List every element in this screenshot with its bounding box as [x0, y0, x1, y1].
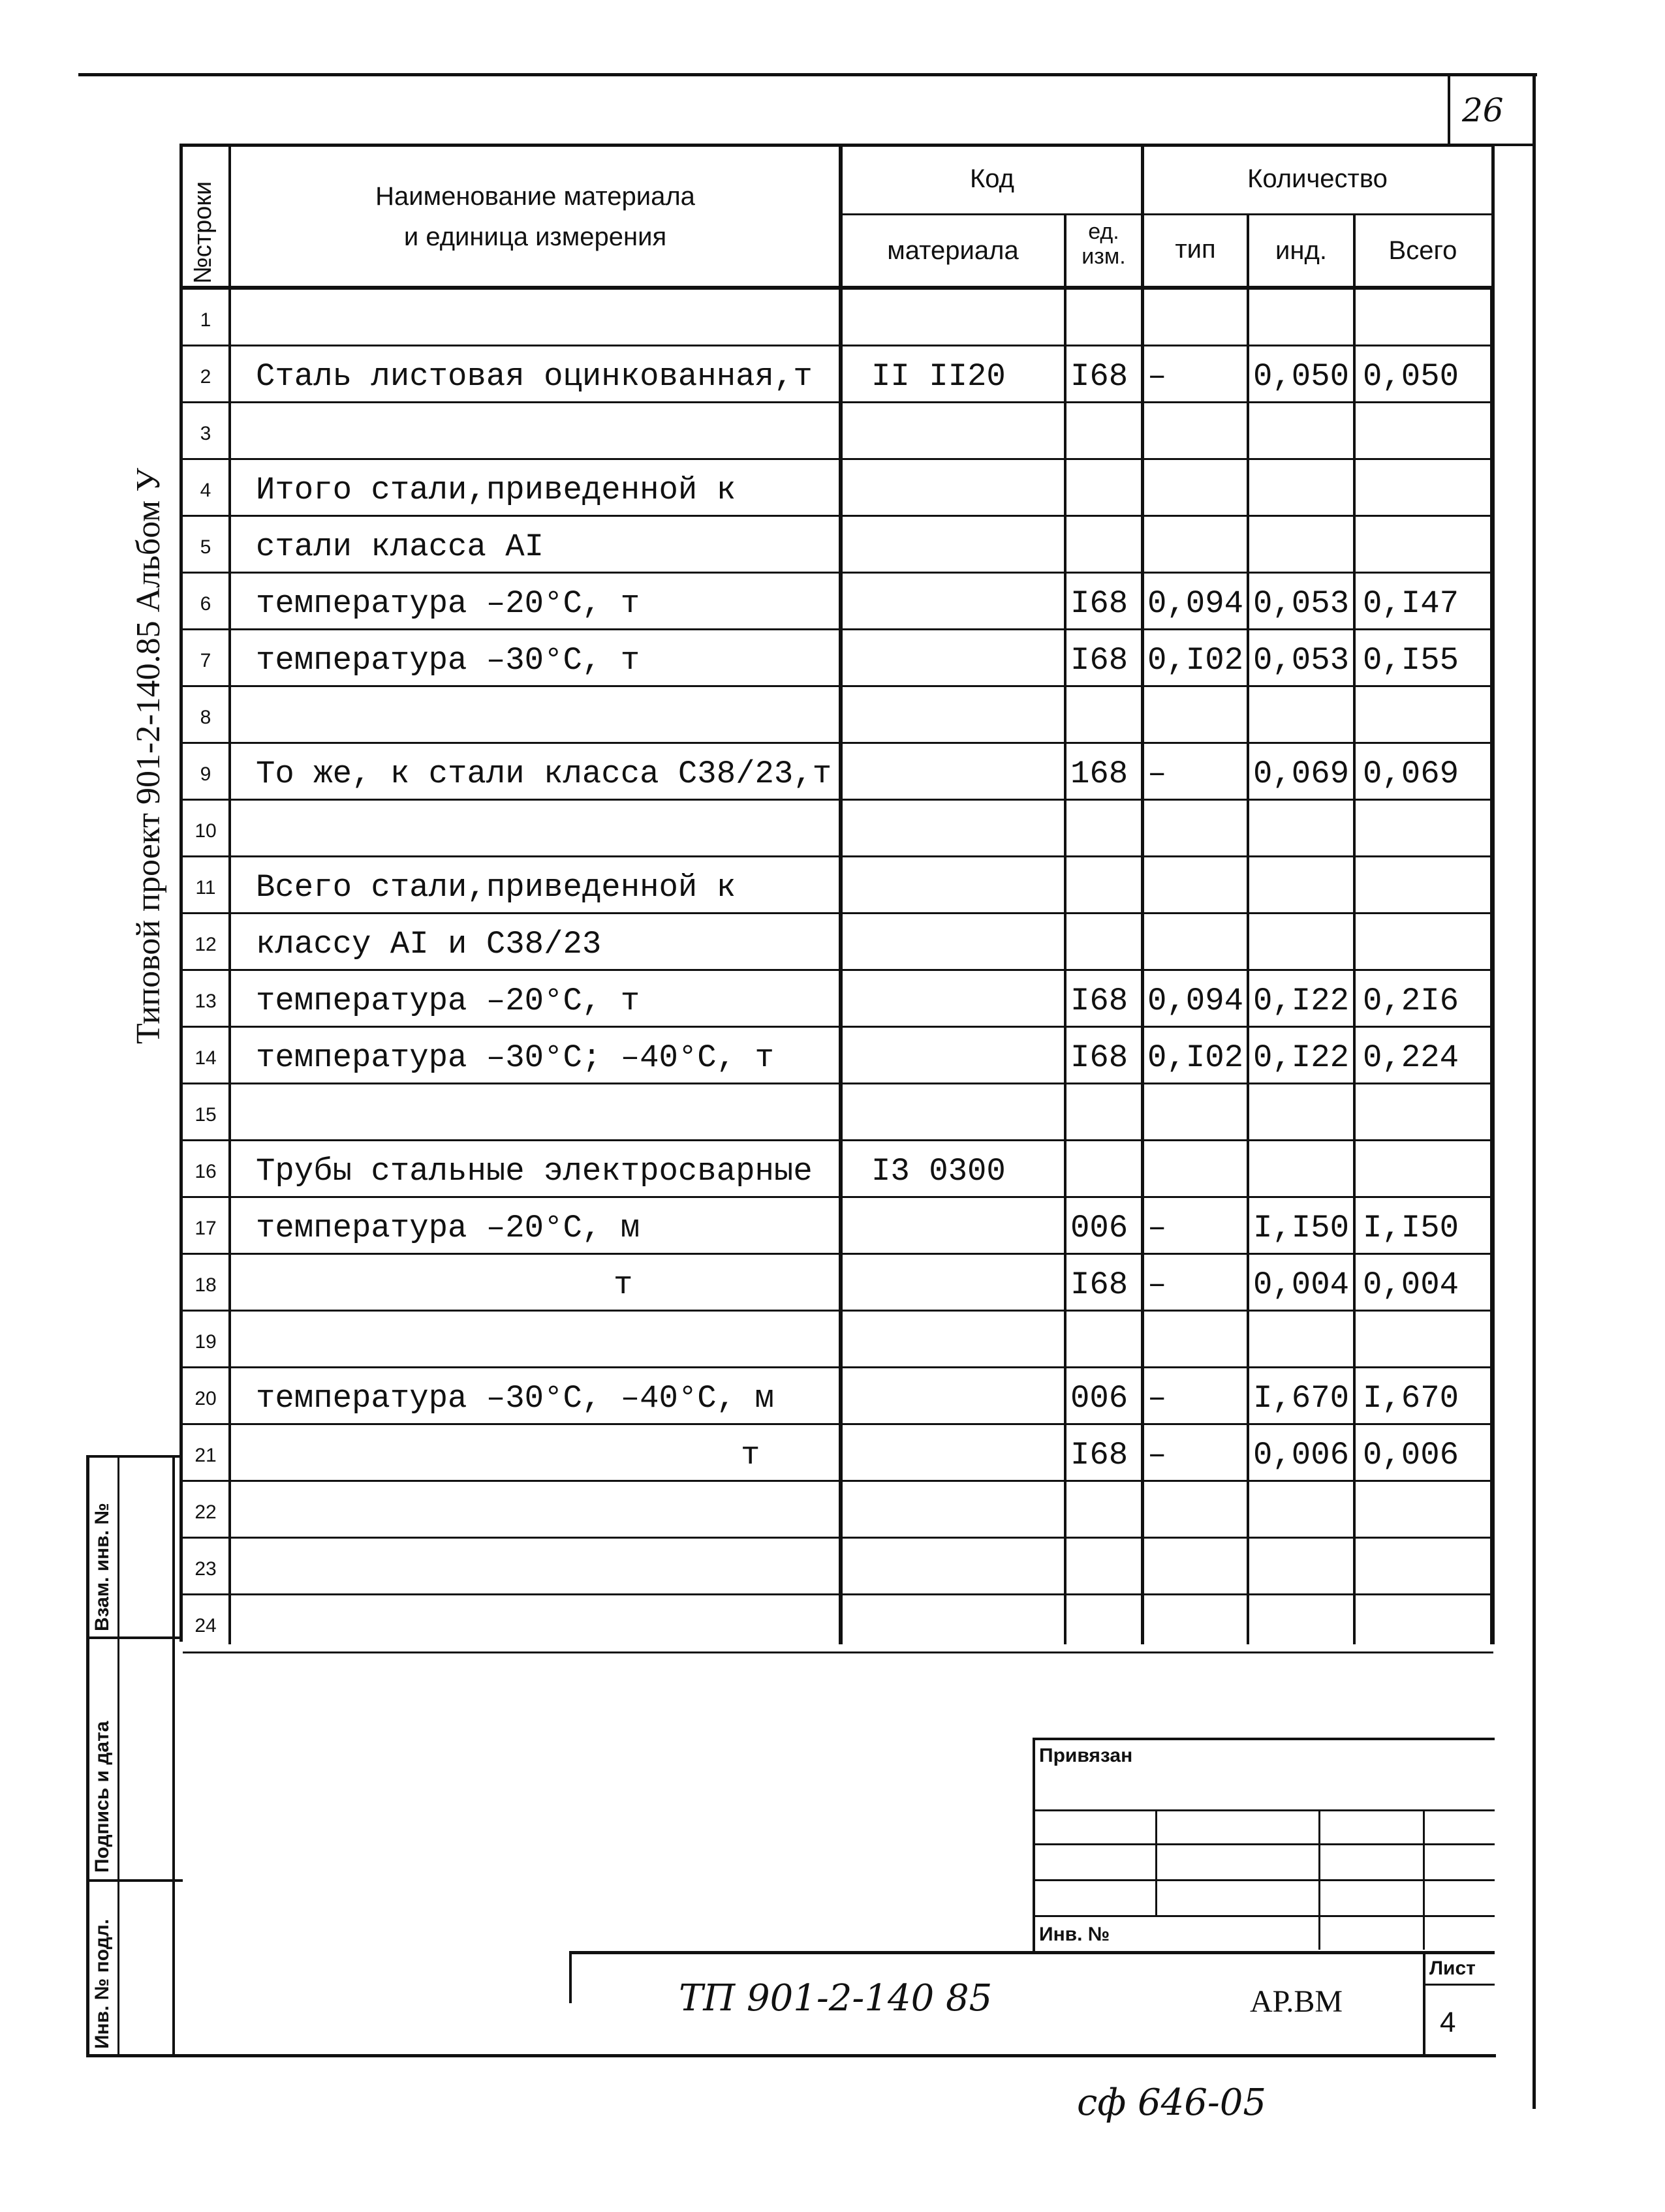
row-rule: [183, 1423, 1493, 1425]
row-ind: I,I50: [1253, 1210, 1350, 1246]
page-number-box-left: [1448, 73, 1450, 145]
row-number: 6: [200, 593, 211, 615]
row-number: 2: [200, 366, 211, 388]
row-unit: I68: [1070, 585, 1128, 622]
row-number: 7: [200, 650, 211, 671]
row-name: температура –20°С, т: [256, 983, 640, 1019]
left-stamp-sep2: [86, 1879, 183, 1882]
left-stamp-bottom: [86, 2054, 1496, 2057]
row-type: 0,094: [1147, 585, 1244, 622]
left-stamp-sep1: [86, 1636, 183, 1639]
header-code-unit: ед. изм.: [1081, 219, 1126, 269]
row-type: –: [1147, 1210, 1167, 1246]
table-top: [179, 144, 1495, 147]
row-ind: 0,004: [1253, 1267, 1350, 1303]
sheet-box-left: [1423, 1951, 1425, 2055]
doc-section: АР.ВМ: [1250, 1984, 1343, 2019]
left-stamp-top: [86, 1455, 183, 1458]
row-unit: 006: [1070, 1210, 1128, 1246]
row-type: 0,I02: [1147, 642, 1244, 679]
privyazan-left: [1033, 1738, 1035, 1953]
row-unit: I68: [1070, 1437, 1128, 1473]
row-rule: [183, 1196, 1493, 1198]
inv-podl-label: Инв. № подл.: [91, 1918, 113, 2049]
row-name: Итого стали,приведенной к: [256, 472, 736, 508]
sheet-box-sep: [1423, 1984, 1495, 1986]
row-rule: [183, 1366, 1493, 1368]
row-total: I,670: [1363, 1380, 1459, 1417]
row-rule: [183, 1310, 1493, 1312]
row-number: 17: [195, 1218, 217, 1239]
row-name: температура –30°С; –40°С, т: [256, 1039, 774, 1076]
row-ind: 0,053: [1253, 585, 1350, 622]
row-number: 4: [200, 480, 211, 501]
page-number: 26: [1462, 91, 1504, 129]
row-rule: [183, 628, 1493, 630]
header-code-material: материала: [887, 236, 1019, 265]
grid-rule-2: [1033, 1843, 1495, 1845]
row-unit: I68: [1070, 358, 1128, 395]
row-rule: [183, 1026, 1493, 1028]
privyazan-label: Привязан: [1039, 1745, 1133, 1766]
row-number: 11: [195, 877, 216, 899]
row-name: Трубы стальные электросварные: [256, 1153, 813, 1190]
row-rule: [183, 1083, 1493, 1084]
header-code: Код: [969, 164, 1014, 193]
row-ind: 0,006: [1253, 1437, 1350, 1473]
header-name: [235, 176, 835, 257]
project-title-text: Типовой проект 901-2-140.85 Альбом У: [130, 467, 167, 1044]
row-name: То же, к стали класса С38/23,т: [256, 756, 832, 792]
row-number: 9: [200, 763, 211, 785]
row-number: 16: [195, 1161, 217, 1182]
header-subrule: [841, 213, 1495, 215]
right-border: [1533, 73, 1536, 2109]
vzam-inv-label: Взам. инв. №: [91, 1503, 113, 1631]
row-number: 3: [200, 423, 211, 444]
row-number: 21: [195, 1445, 217, 1466]
left-stamp-outer-left: [86, 1455, 89, 2055]
header-qty-total: Всего: [1388, 236, 1457, 265]
row-ind: 0,069: [1253, 756, 1350, 792]
row-type: –: [1147, 1380, 1167, 1417]
grid-rule-1: [1033, 1809, 1495, 1811]
row-number: 1: [200, 309, 211, 331]
row-number: 10: [195, 820, 217, 842]
row-type: –: [1147, 1267, 1167, 1303]
row-number: 8: [200, 707, 211, 728]
row-rule: [183, 458, 1493, 460]
doc-code: ТП 901-2-140 85: [679, 1977, 993, 2020]
col-line-no: [228, 144, 231, 1644]
row-rule: [183, 855, 1493, 857]
row-number: 13: [195, 991, 217, 1012]
sheet-number: 4: [1440, 2006, 1456, 2038]
row-rule: [183, 799, 1493, 801]
row-total: 0,I47: [1363, 585, 1459, 622]
col-line-total: [1490, 290, 1493, 1644]
row-ind: 0,I22: [1253, 983, 1350, 1019]
row-number: 5: [200, 536, 211, 558]
header-bottom: [179, 286, 1495, 290]
col-line-material: [1064, 214, 1066, 1644]
col-line-ind: [1353, 214, 1356, 1644]
row-number: 20: [195, 1388, 217, 1409]
row-total: I,I50: [1363, 1210, 1459, 1246]
row-rule: [183, 742, 1493, 744]
header-quantity: Количество: [1247, 164, 1388, 193]
row-number: 23: [195, 1558, 217, 1580]
row-code: I3 0300: [871, 1153, 1006, 1190]
row-number: 15: [195, 1104, 217, 1126]
row-type: 0,094: [1147, 983, 1244, 1019]
left-stamp-inner: [117, 1455, 119, 2055]
row-name: температура –20°С, т: [256, 585, 640, 622]
row-name: Всего стали,приведенной к: [256, 869, 736, 906]
row-rule: [183, 1139, 1493, 1141]
row-rule: [183, 1480, 1493, 1482]
row-ind: 0,053: [1253, 642, 1350, 679]
header-qty-ind: инд.: [1275, 236, 1327, 265]
row-rule: [183, 572, 1493, 574]
row-unit: 006: [1070, 1380, 1128, 1417]
row-number: 12: [195, 934, 217, 955]
row-rule: [183, 1253, 1493, 1255]
podpis-data-label: Подпись и дата: [91, 1721, 113, 1873]
row-unit: I68: [1070, 642, 1128, 679]
doc-block-top: [569, 1951, 1495, 1954]
col-line-type: [1247, 214, 1249, 1644]
row-ind: 0,I22: [1253, 1039, 1350, 1076]
row-unit: I68: [1070, 1267, 1128, 1303]
row-unit: 168: [1070, 756, 1128, 792]
row-type: –: [1147, 1437, 1167, 1473]
row-number: 18: [195, 1274, 217, 1296]
sheet-label: Лист: [1429, 1958, 1476, 1979]
row-number: 14: [195, 1047, 217, 1069]
row-rule: [183, 1651, 1493, 1653]
row-total: 0,224: [1363, 1039, 1459, 1076]
row-code: II II20: [871, 358, 1006, 395]
row-number: 22: [195, 1501, 217, 1523]
grid-rule-4: [1033, 1915, 1495, 1917]
row-number: 19: [195, 1331, 217, 1353]
footer-note: сф 646-05: [1077, 2081, 1267, 2124]
row-name: Сталь листовая оцинкованная,т: [256, 358, 813, 395]
header-row-no: №строки: [189, 181, 217, 284]
header-name-line2: и единица измерения: [403, 223, 667, 251]
left-stamp-right: [172, 1455, 175, 2055]
privyazan-top: [1033, 1738, 1495, 1740]
grid-rule-3: [1033, 1879, 1495, 1881]
row-name: классу AI и С38/23: [256, 926, 602, 962]
row-rule: [183, 1537, 1493, 1539]
row-name: стали класса AI: [256, 529, 544, 565]
row-type: –: [1147, 358, 1167, 395]
row-unit: I68: [1070, 1039, 1128, 1076]
row-rule: [183, 1593, 1493, 1595]
inv-no-label: Инв. №: [1039, 1924, 1110, 1945]
row-rule: [183, 685, 1493, 687]
header-name-line1: Наименование материала: [375, 182, 695, 211]
row-name: температура –30°С, –40°С, м: [256, 1380, 774, 1417]
project-title-vertical: [129, 468, 168, 1044]
grid-col-3: [1423, 1809, 1425, 1950]
row-rule: [183, 969, 1493, 971]
top-rule: [78, 73, 1537, 76]
row-rule: [183, 401, 1493, 403]
header-qty-type: тип: [1175, 235, 1216, 264]
grid-col-1: [1155, 1809, 1157, 1915]
row-total: 0,I55: [1363, 642, 1459, 679]
row-ind: I,670: [1253, 1380, 1350, 1417]
row-ind: 0,050: [1253, 358, 1350, 395]
row-type: –: [1147, 756, 1167, 792]
row-total: 0,004: [1363, 1267, 1459, 1303]
doc-block-left: [569, 1951, 572, 2003]
row-type: 0,I02: [1147, 1039, 1244, 1076]
row-rule: [183, 515, 1493, 517]
row-name: т: [614, 1267, 633, 1303]
row-name: температура –20°С, м: [256, 1210, 640, 1246]
row-name: т: [741, 1437, 760, 1473]
row-name: температура –30°С, т: [256, 642, 640, 679]
grid-col-2: [1318, 1809, 1320, 1950]
row-total: 0,006: [1363, 1437, 1459, 1473]
col-line-unit: [1141, 144, 1144, 1644]
row-number: 24: [195, 1615, 217, 1636]
row-rule: [183, 912, 1493, 914]
row-total: 0,069: [1363, 756, 1459, 792]
row-rule: [183, 345, 1493, 346]
row-total: 0,2I6: [1363, 983, 1459, 1019]
row-unit: I68: [1070, 983, 1128, 1019]
col-line-name: [839, 144, 843, 1644]
row-total: 0,050: [1363, 358, 1459, 395]
